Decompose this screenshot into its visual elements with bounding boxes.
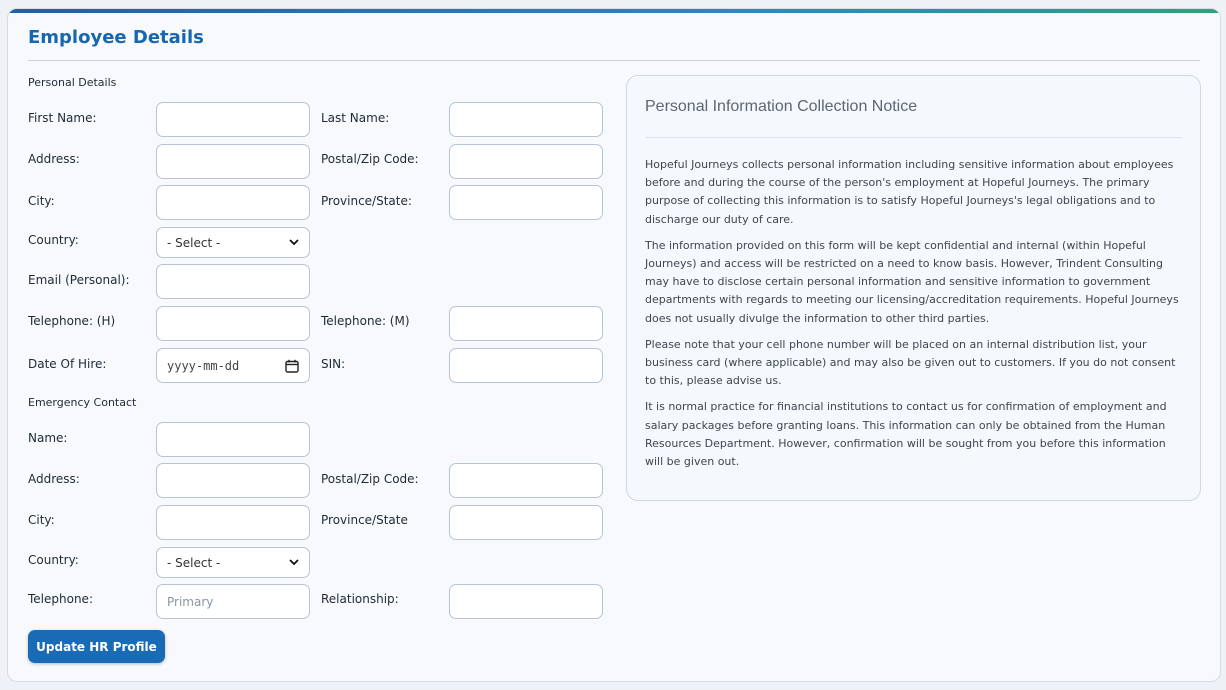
address-label: Address:: [28, 152, 80, 166]
emergency-postal-code-label: Postal/Zip Code:: [321, 472, 419, 486]
country-select-value: - Select -: [167, 235, 221, 250]
country-label: Country:: [28, 233, 79, 247]
city-input[interactable]: [156, 185, 310, 220]
date-placeholder: yyyy-mm-dd: [167, 358, 240, 373]
section-emergency-contact: Emergency Contact: [28, 396, 137, 409]
emergency-telephone-input[interactable]: [156, 584, 310, 619]
email-personal-input[interactable]: [156, 264, 310, 299]
notice-divider: [645, 137, 1182, 138]
title-divider: [28, 60, 1200, 61]
address-input[interactable]: [156, 144, 310, 179]
relationship-label: Relationship:: [321, 592, 399, 606]
emergency-city-input[interactable]: [156, 505, 310, 540]
country-select[interactable]: [156, 227, 310, 258]
page-title: Employee Details: [28, 27, 204, 48]
card-accent-bar: [8, 9, 1220, 13]
date-of-hire-input[interactable]: [156, 348, 310, 383]
notice-body: [645, 156, 1183, 479]
province-state-input[interactable]: [449, 185, 603, 220]
telephone-home-input[interactable]: [156, 306, 310, 341]
emergency-address-input[interactable]: [156, 463, 310, 498]
chevron-down-icon: [289, 239, 299, 246]
emergency-telephone-label: Telephone:: [28, 592, 93, 606]
notice-paragraph: It is normal practice for financial institutions to contact us for confirmation of employment and salary packages before granting loans. This information can only be obtained from the Human Resources Department. However, confirmation will be sought from you before this information will be given out.: [645, 400, 1167, 469]
postal-code-input[interactable]: [449, 144, 603, 179]
section-personal-details: Personal Details: [28, 76, 117, 89]
telephone-mobile-input[interactable]: [449, 306, 603, 341]
telephone-home-label: Telephone: (H): [28, 314, 116, 328]
emergency-country-select[interactable]: [156, 547, 310, 578]
calendar-icon[interactable]: [285, 359, 299, 373]
chevron-down-icon: [289, 559, 299, 566]
last-name-input[interactable]: [449, 102, 603, 137]
sin-input[interactable]: [449, 348, 603, 383]
update-hr-profile-button[interactable]: Update HR Profile: [28, 630, 165, 663]
city-label: City:: [28, 194, 55, 208]
emergency-province-state-label: Province/State: [321, 513, 408, 527]
emergency-province-state-input[interactable]: [449, 505, 603, 540]
email-personal-label: Email (Personal):: [28, 273, 130, 287]
date-of-hire-label: Date Of Hire:: [28, 357, 107, 371]
first-name-input[interactable]: [156, 102, 310, 137]
sin-label: SIN:: [321, 357, 346, 371]
notice-paragraph: Hopeful Journeys collects personal information including sensitive information about employees before and during the course of the person's employment at Hopeful Journeys. The primary purpose of collecting this information is to satisfy Hopeful Journeys's legal obligations and to discharge our duty of care.: [645, 158, 1174, 226]
notice-paragraph: Please note that your cell phone number will be placed on an internal distribution list, your business card (where applicable) and may also be given out to customers. If you do not consent to this, please advise us.: [645, 337, 1176, 388]
employee-details-card: [7, 8, 1221, 682]
notice-title: Personal Information Collection Notice: [645, 98, 918, 115]
notice-paragraph: The information provided on this form will be kept confidential and internal (within Hopeful Journeys) and access will be restricted on a need to know basis. However, Trindent Consulting may have to disclose certain personal information and sensitive information to government departments with regards to meeting our licensing/accreditation requirements. Hopeful Journeys does not usually divulge the information to other third parties.: [645, 238, 1179, 325]
emergency-country-select-value: - Select -: [167, 555, 221, 570]
emergency-country-label: Country:: [28, 553, 79, 567]
emergency-address-label: Address:: [28, 472, 80, 486]
relationship-input[interactable]: [449, 584, 603, 619]
first-name-label: First Name:: [28, 111, 97, 125]
emergency-name-label: Name:: [28, 431, 68, 445]
emergency-city-label: City:: [28, 513, 55, 527]
emergency-name-input[interactable]: [156, 422, 310, 457]
postal-code-label: Postal/Zip Code:: [321, 152, 419, 166]
province-state-label: Province/State:: [321, 194, 412, 208]
collection-notice-panel: [626, 75, 1201, 501]
emergency-postal-code-input[interactable]: [449, 463, 603, 498]
telephone-mobile-label: Telephone: (M): [321, 314, 410, 328]
last-name-label: Last Name:: [321, 111, 390, 125]
